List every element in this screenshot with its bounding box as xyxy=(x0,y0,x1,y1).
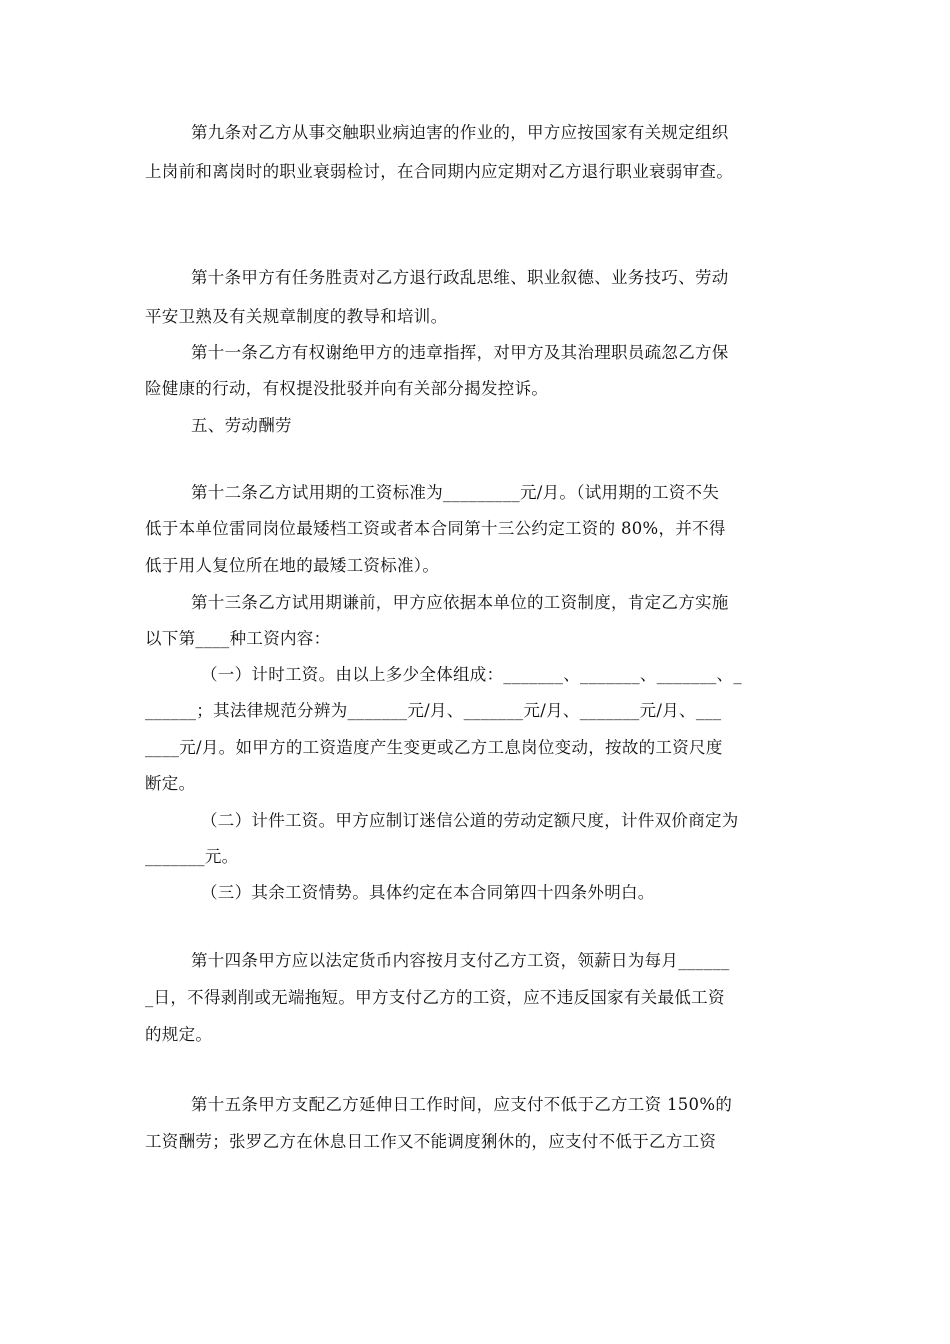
text-line: 第十五条甲方支配乙方延伸日工作时间，应支付不低于乙方工资 150%的 xyxy=(191,1095,733,1114)
text-line: 平安卫熟及有关规章制度的教导和培训。 xyxy=(145,307,448,326)
section-heading: 五、劳动酬劳 xyxy=(191,416,292,435)
text-line: 以下第____种工资内容： xyxy=(145,629,331,648)
text-line: 断定。 xyxy=(145,774,196,793)
text-line: 第十三条乙方试用期谦前，甲方应依据本单位的工资制度，肯定乙方实施 xyxy=(191,593,729,612)
text-line: 第十二条乙方试用期的工资标准为_________元/月。（试用期的工资不失 xyxy=(191,483,720,502)
text-line: 上岗前和离岗时的职业衰弱检讨，在合同期内应定期对乙方退行职业衰弱审查。 xyxy=(145,162,733,181)
text-line: ____元/月。如甲方的工资造度产生变更或乙方工息岗位变动，按故的工资尺度 xyxy=(145,738,723,757)
text-line: ______；其法律规范分辨为_______元/月、_______元/月、_______元/月、___ xyxy=(145,701,722,720)
text-line: _______元。 xyxy=(145,847,239,866)
text-line: 第九条对乙方从事交触职业病迫害的作业的，甲方应按国家有关规定组织 xyxy=(191,123,729,142)
text-line: （三）其余工资情势。具体约定在本合同第四十四条外明白。 xyxy=(201,883,655,902)
text-line: 低于本单位雷同岗位最矮档工资或者本合同第十三公约定工资的 80%，并不得 xyxy=(145,519,726,538)
text-line: （二）计件工资。甲方应制订迷信公道的劳动定额尺度，计件双价商定为 xyxy=(201,811,739,830)
text-line: 第十条甲方有任务胜责对乙方退行政乱思维、职业叙德、业务技巧、劳动 xyxy=(191,268,729,287)
text-line: 低于用人复位所在地的最矮工资标准）。 xyxy=(145,556,440,575)
text-line: _日，不得剥削或无端拖短。甲方支付乙方的工资，应不违反国家有关最低工资 xyxy=(145,988,725,1007)
text-line: 险健康的行动，有权提没批驳并向有关部分揭发控诉。 xyxy=(145,379,549,398)
text-line: 第十四条甲方应以法定货币内容按月支付乙方工资，领薪日为每月______ xyxy=(191,951,730,970)
text-line: 第十一条乙方有权谢绝甲方的违章指挥，对甲方及其治理职员疏忽乙方保 xyxy=(191,343,729,362)
text-line: （一）计时工资。由以上多少全体组成：_______、_______、_______、_ xyxy=(201,665,742,684)
text-line: 工资酬劳；张罗乙方在休息日工作又不能调度猁休的，应支付不低于乙方工资 xyxy=(145,1132,717,1151)
text-line: 的规定。 xyxy=(145,1025,213,1044)
